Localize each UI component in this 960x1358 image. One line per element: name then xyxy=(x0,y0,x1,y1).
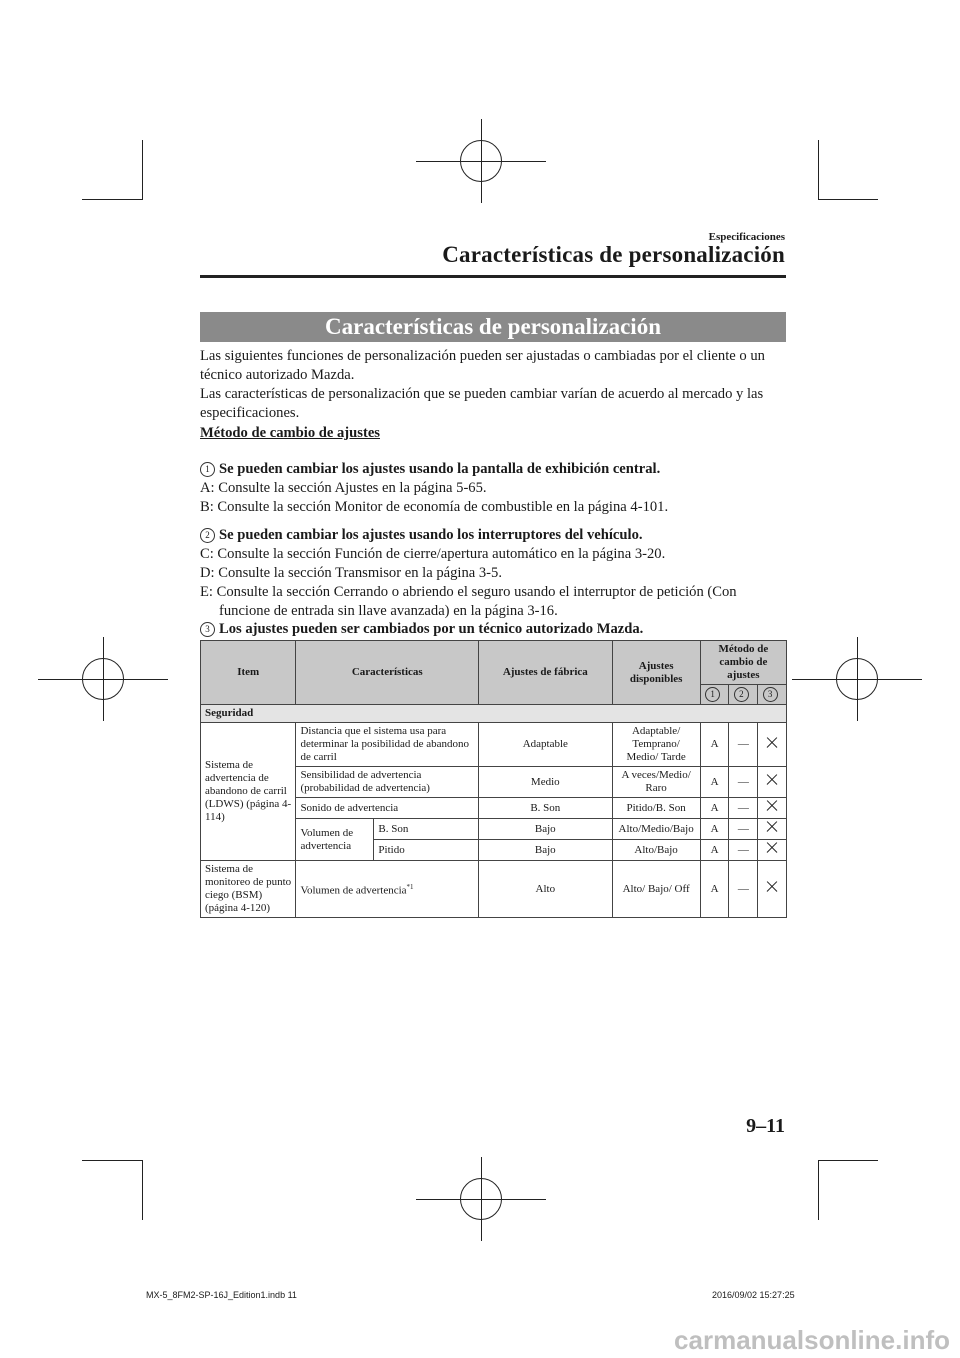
factory-cell: Bajo xyxy=(479,840,612,861)
circled-number-icon: 2 xyxy=(200,528,215,543)
method-section-3 xyxy=(200,620,790,639)
table-row xyxy=(201,861,787,918)
bsm-item: Sistema de monitoreo de punto ciego (BSM) (página 4-120) xyxy=(201,861,296,918)
intro-text xyxy=(200,347,790,423)
method-heading-3: Los ajustes pueden ser cambiados por un técnico autorizado Mazda. xyxy=(219,621,644,637)
feature-text: Volumen de advertencia xyxy=(300,884,407,897)
circled-number-icon: 1 xyxy=(200,462,215,477)
feature-cell: Pitido xyxy=(374,840,479,861)
method-section-1 xyxy=(200,460,790,517)
method-1-cell: A xyxy=(700,723,729,767)
reference-line: D: Consulte la sección Transmisor en la página 3-5. xyxy=(200,565,502,581)
method-2-cell: — xyxy=(729,861,758,918)
available-cell: Alto/Medio/Bajo xyxy=(612,819,700,840)
feature-cell: Distancia que el sistema usa para determinar la posibilidad de abandono de carril xyxy=(296,723,479,767)
circled-number-icon: 1 xyxy=(705,687,720,702)
group-label: Seguridad xyxy=(201,705,787,723)
method-1-cell: A xyxy=(700,861,729,918)
reference-line: A: Consulte la sección Ajustes en la página 5-65. xyxy=(200,480,487,496)
cross-icon xyxy=(766,821,778,833)
col-header-method: Método de cambio de ajustes xyxy=(700,641,786,685)
registration-mark xyxy=(460,140,502,182)
available-cell: Adaptable/ Temprano/ Medio/ Tarde xyxy=(612,723,700,767)
table-row xyxy=(201,723,787,767)
feature-cell: Sonido de advertencia xyxy=(296,798,479,819)
factory-cell: Adaptable xyxy=(479,723,612,767)
header-title: Características de personalización xyxy=(442,242,785,267)
table-group-row xyxy=(201,705,787,723)
factory-cell: Bajo xyxy=(479,819,612,840)
cross-icon xyxy=(766,774,778,786)
factory-cell: Alto xyxy=(479,861,612,918)
cross-icon xyxy=(766,800,778,812)
header-rule xyxy=(200,275,786,278)
method-2-cell: — xyxy=(729,798,758,819)
slug-date: 2016/09/02 15:27:25 xyxy=(712,1290,795,1300)
col-header-factory: Ajustes de fábrica xyxy=(479,641,612,705)
crop-mark xyxy=(82,199,142,200)
reference-line: B: Consulte la sección Monitor de economía de combustible en la página 4-101. xyxy=(200,499,669,515)
reference-line: C: Consulte la sección Función de cierre/apertura automático en la página 3-20. xyxy=(200,546,666,562)
col-header-features: Características xyxy=(296,641,479,705)
crop-mark xyxy=(818,1160,878,1161)
method-heading-2: Se pueden cambiar los ajustes usando los interruptores del vehículo. xyxy=(219,527,643,543)
registration-mark xyxy=(460,1178,502,1220)
method-1-cell: A xyxy=(700,767,729,798)
cross-icon xyxy=(766,881,778,893)
method-2-cell: — xyxy=(729,819,758,840)
available-cell: Alto/ Bajo/ Off xyxy=(612,861,700,918)
watermark: carmanualsonline.info xyxy=(674,1325,950,1355)
footnote-mark: *1 xyxy=(406,882,414,891)
cross-icon xyxy=(766,737,778,749)
volume-label: Volumen de advertencia xyxy=(296,819,374,861)
col-header-item: Item xyxy=(201,641,296,705)
intro-paragraph: Las características de personalización que se pueden cambiar varían de acuerdo al mercado y las especificaciones. xyxy=(200,386,764,421)
factory-cell: B. Son xyxy=(479,798,612,819)
crop-mark xyxy=(818,140,819,200)
factory-cell: Medio xyxy=(479,767,612,798)
available-cell: A veces/Medio/ Raro xyxy=(612,767,700,798)
registration-mark xyxy=(82,658,124,700)
customization-table xyxy=(200,640,787,918)
page-number: 9–11 xyxy=(746,1115,785,1137)
crop-mark xyxy=(818,199,878,200)
feature-cell: B. Son xyxy=(374,819,479,840)
available-cell: Pitido/B. Son xyxy=(612,798,700,819)
header-section: Especificaciones xyxy=(708,231,785,243)
method-2-cell: — xyxy=(729,723,758,767)
method-heading-1: Se pueden cambiar los ajustes usando la pantalla de exhibición central. xyxy=(219,461,661,477)
method-section-2 xyxy=(200,526,790,621)
feature-cell: Sensibilidad de advertencia (probabilidad de advertencia) xyxy=(296,767,479,798)
reference-line: E: Consulte la sección Cerrando o abriendo el seguro usando el interruptor de petición (Con funcione de entrada sin llave avanzada) en la página 3-16. xyxy=(200,584,737,619)
crop-mark xyxy=(82,1160,142,1161)
method-heading: Método de cambio de ajustes xyxy=(200,425,380,441)
section-title-bar: Características de personalización xyxy=(200,312,786,342)
method-2-cell: — xyxy=(729,767,758,798)
method-2-cell: — xyxy=(729,840,758,861)
registration-mark xyxy=(836,658,878,700)
intro-paragraph: Las siguientes funciones de personalización pueden ser ajustadas o cambiadas por el cliente o un técnico autorizado Mazda. xyxy=(200,348,765,383)
feature-cell xyxy=(296,861,479,918)
method-1-cell: A xyxy=(700,819,729,840)
cross-icon xyxy=(766,842,778,854)
crop-mark xyxy=(142,1160,143,1220)
ldws-item: Sistema de advertencia de abandono de carril (LDWS) (página 4-114) xyxy=(201,723,296,861)
method-1-cell: A xyxy=(700,840,729,861)
method-1-cell: A xyxy=(700,798,729,819)
slug-file: MX-5_8FM2-SP-16J_Edition1.indb 11 xyxy=(146,1290,297,1300)
circled-number-icon: 3 xyxy=(200,622,215,637)
circled-number-icon: 2 xyxy=(734,687,749,702)
table-header-row xyxy=(201,641,787,685)
crop-mark xyxy=(818,1160,819,1220)
col-header-available: Ajustes disponibles xyxy=(612,641,700,705)
available-cell: Alto/Bajo xyxy=(612,840,700,861)
circled-number-icon: 3 xyxy=(763,687,778,702)
crop-mark xyxy=(142,140,143,200)
